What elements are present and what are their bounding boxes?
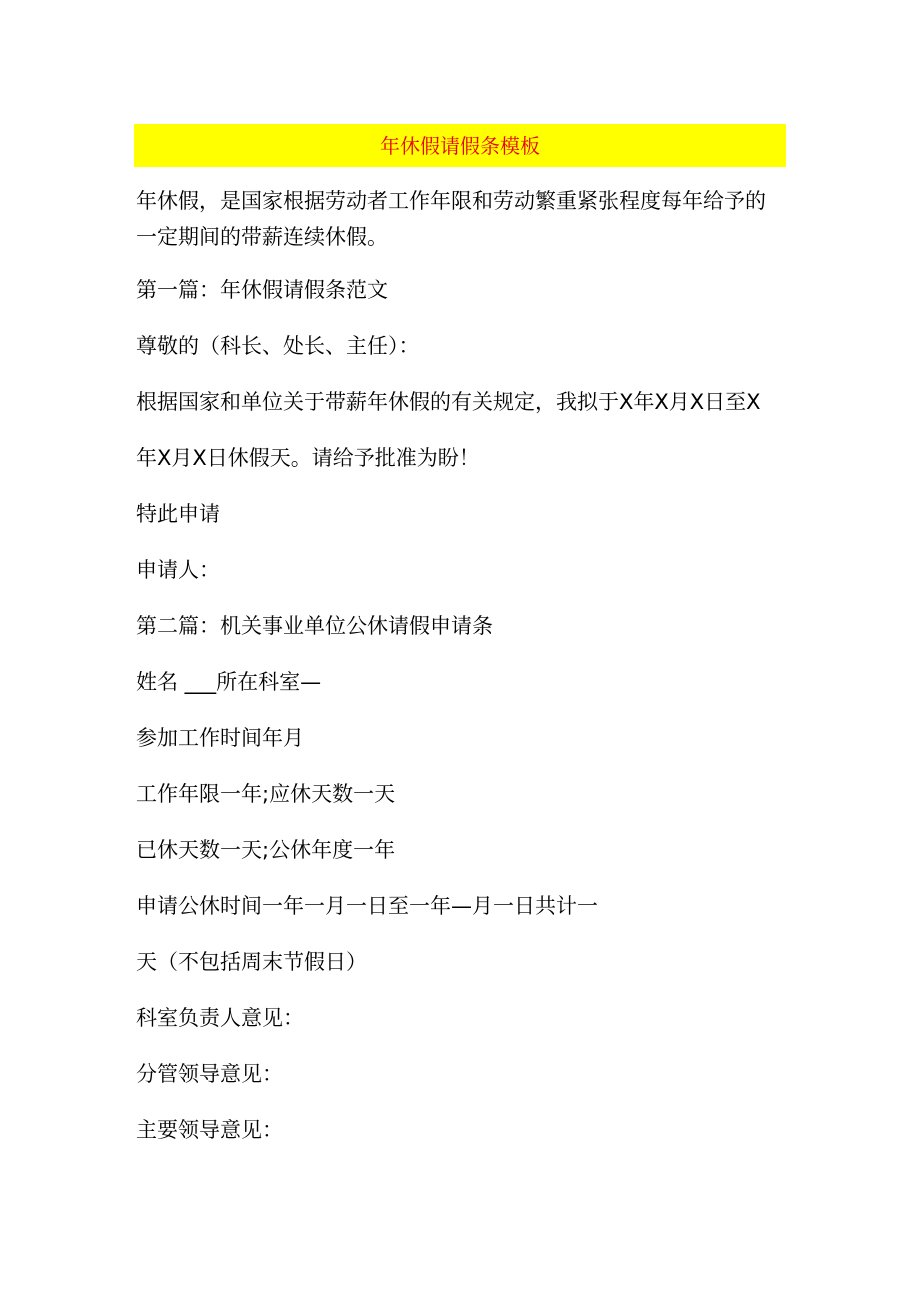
salutation: 尊敬的（科长、处长、主任）：: [136, 334, 420, 358]
work-years-line: 工作年限一年;应休天数一天: [136, 782, 396, 806]
request-body-line-1: 根据国家和单位关于带薪年休假的有关规定，我拟于X年X月X日至X: [136, 390, 761, 414]
supervising-leader-opinion: 分管领导意见：: [136, 1062, 283, 1086]
name-department-line: 姓名 ___所在科室—: [136, 670, 322, 694]
dept-head-opinion: 科室负责人意见：: [136, 1006, 304, 1030]
leave-period-line: 申请公休时间一年一月一日至一年—月一日共计一: [136, 894, 598, 918]
intro-paragraph: 年休假，是国家根据劳动者工作年限和劳动繁重紧张程度每年给予的一定期间的带薪连续休假。: [136, 189, 766, 249]
work-start-line: 参加工作时间年月: [136, 726, 304, 750]
chief-leader-opinion: 主要领导意见：: [136, 1118, 283, 1142]
leave-period-note: 天（不包括周末节假日）: [136, 950, 367, 974]
applicant-label: 申请人：: [136, 558, 220, 582]
request-body-line-2: 年X月X日休假天。请给予批准为盼！: [136, 446, 480, 470]
closing: 特此申请: [136, 502, 220, 526]
document-title: 年休假请假条模板: [380, 133, 540, 158]
title-banner: [134, 124, 786, 167]
section-1-heading: 第一篇：年休假请假条范文: [136, 278, 388, 302]
days-taken-line: 已休天数一天;公休年度一年: [136, 838, 396, 862]
section-2-heading: 第二篇：机关事业单位公休请假申请条: [136, 614, 493, 638]
